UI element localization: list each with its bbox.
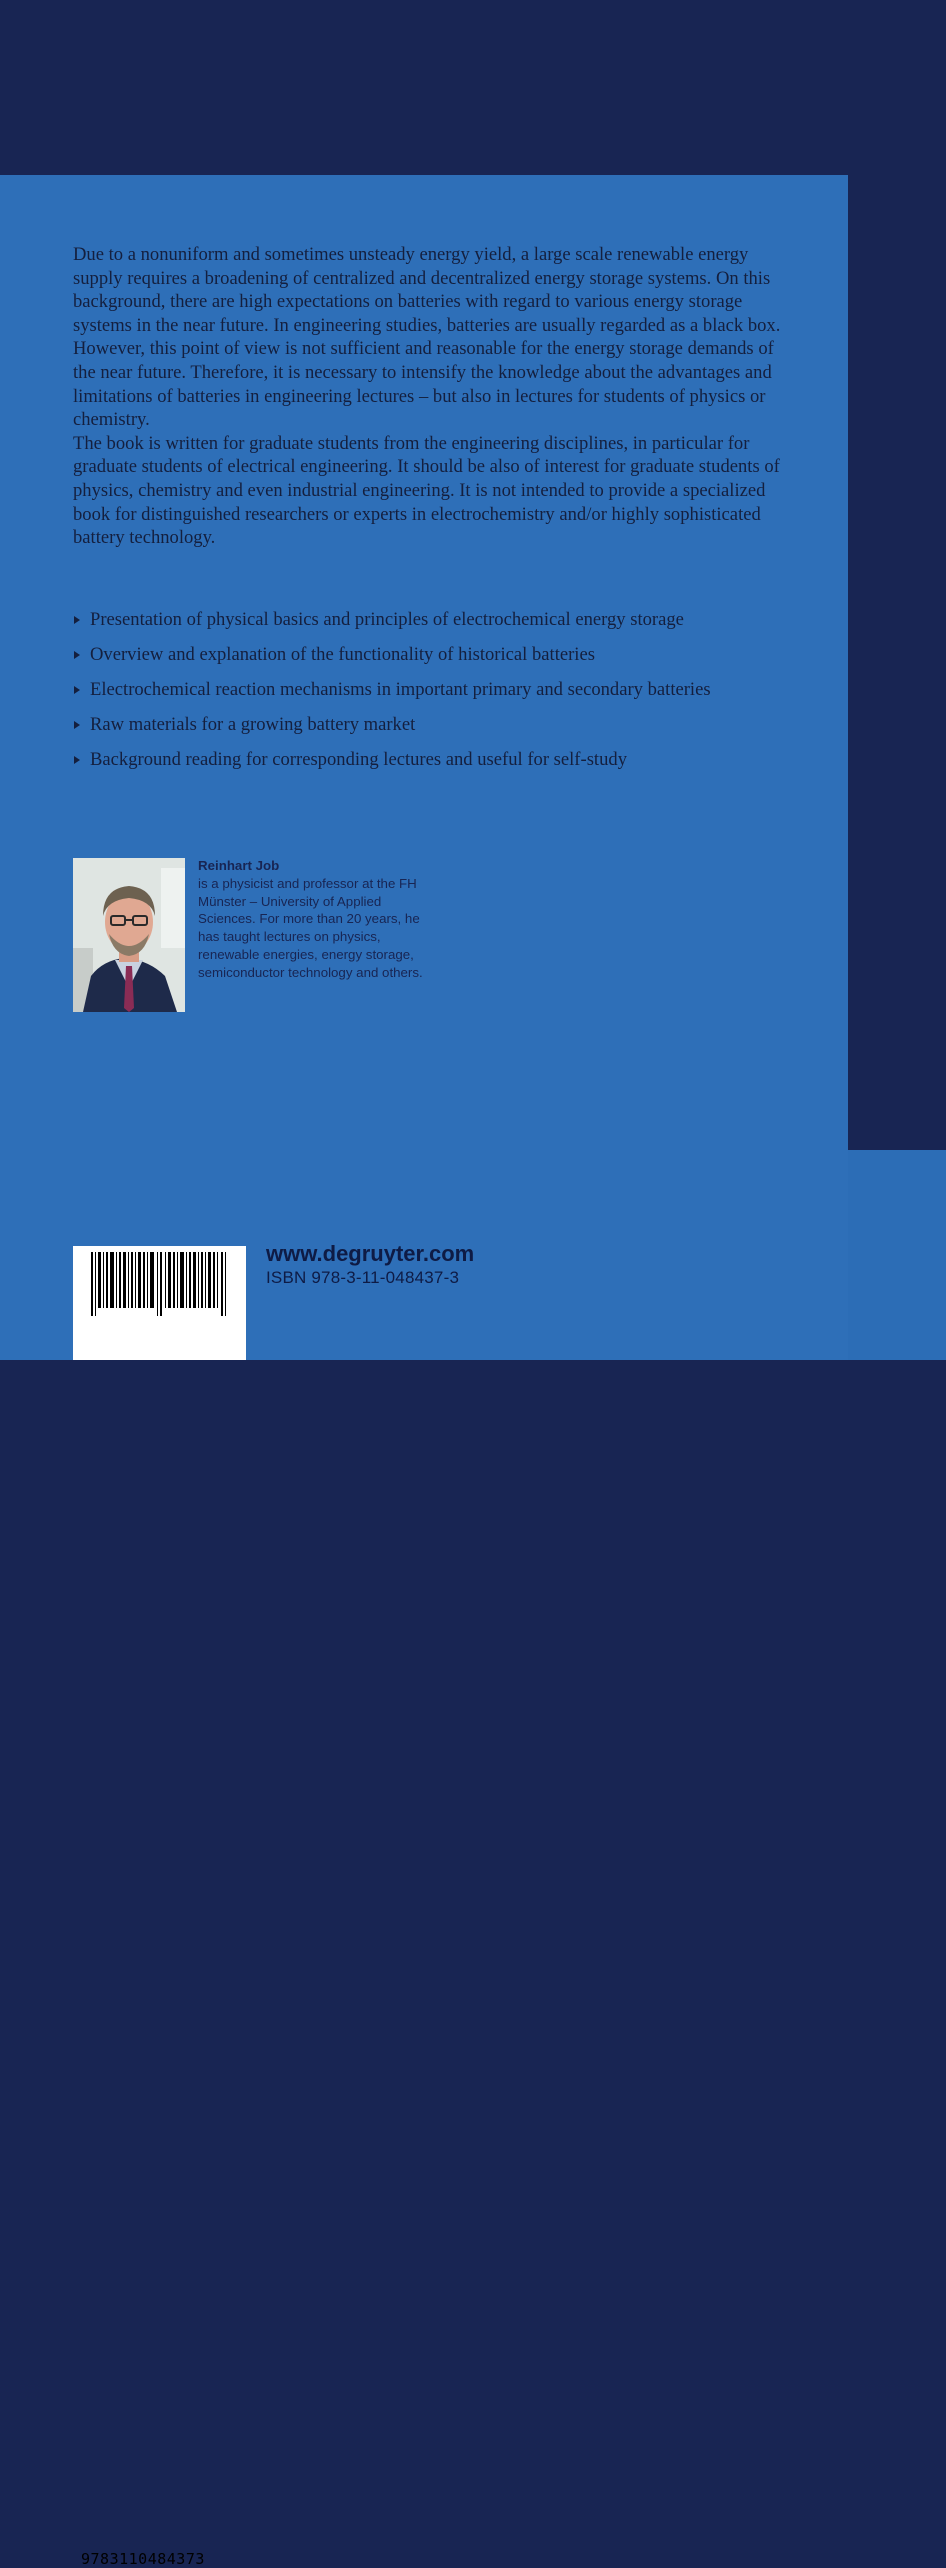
list-item: Raw materials for a growing battery market [73,713,793,737]
description-paragraph-2: The book is written for graduate students from the engineering disciplines, in particular for graduate students of electrical engineering. It should be also of interest for graduate students of physics, chemistry and even industrial engineering. It is not intended to provide a specialized book for distinguished researchers or experts in electrochemistry and/or highly sophisticated battery technology. [73,432,780,549]
author-bio [198,857,428,982]
isbn-barcode [73,1246,246,2568]
barcode-number: 9783110484373 [81,2550,205,2568]
book-description [73,243,783,550]
triangle-bullet-icon [74,756,80,764]
background-blue-strip [848,1150,946,1360]
list-item: Presentation of physical basics and principles of electrochemical energy storage [73,608,793,632]
list-item: Background reading for corresponding lectures and useful for self-study [73,748,793,772]
triangle-bullet-icon [74,616,80,624]
feature-list [73,608,793,783]
isbn-text: ISBN 978-3-11-048437-3 [266,1268,460,1287]
barcode-icon [91,1252,231,1316]
author-name: Reinhart Job [198,858,280,873]
triangle-bullet-icon [74,721,80,729]
author-description: is a physicist and professor at the FH Münster – University of Applied Sciences. For more than 20 years, he has taught lectures on physics, renewable energies, energy storage, semiconductor technology and others. [198,875,423,980]
list-item: Overview and explanation of the functionality of historical batteries [73,643,793,667]
publisher-website: www.degruyter.com [266,1241,475,1266]
triangle-bullet-icon [74,686,80,694]
author-photo [73,858,185,1012]
description-paragraph-1: Due to a nonuniform and sometimes unsteady energy yield, a large scale renewable energy supply requires a broadening of centralized and decentralized energy storage systems. On this background, there are high expectations on batteries with regard to various energy storage systems in the near future. In engineering studies, batteries are usually regarded as a black box. However, this point of view is not sufficient and reasonable for the energy storage demands of the near future. Therefore, it is necessary to intensify the knowledge about the advantages and limitations of batteries in engineering lectures – but also in lectures for students of physics or chemistry. [73,244,781,431]
triangle-bullet-icon [74,651,80,659]
list-item: Electrochemical reaction mechanisms in important primary and secondary batteries [73,678,793,702]
